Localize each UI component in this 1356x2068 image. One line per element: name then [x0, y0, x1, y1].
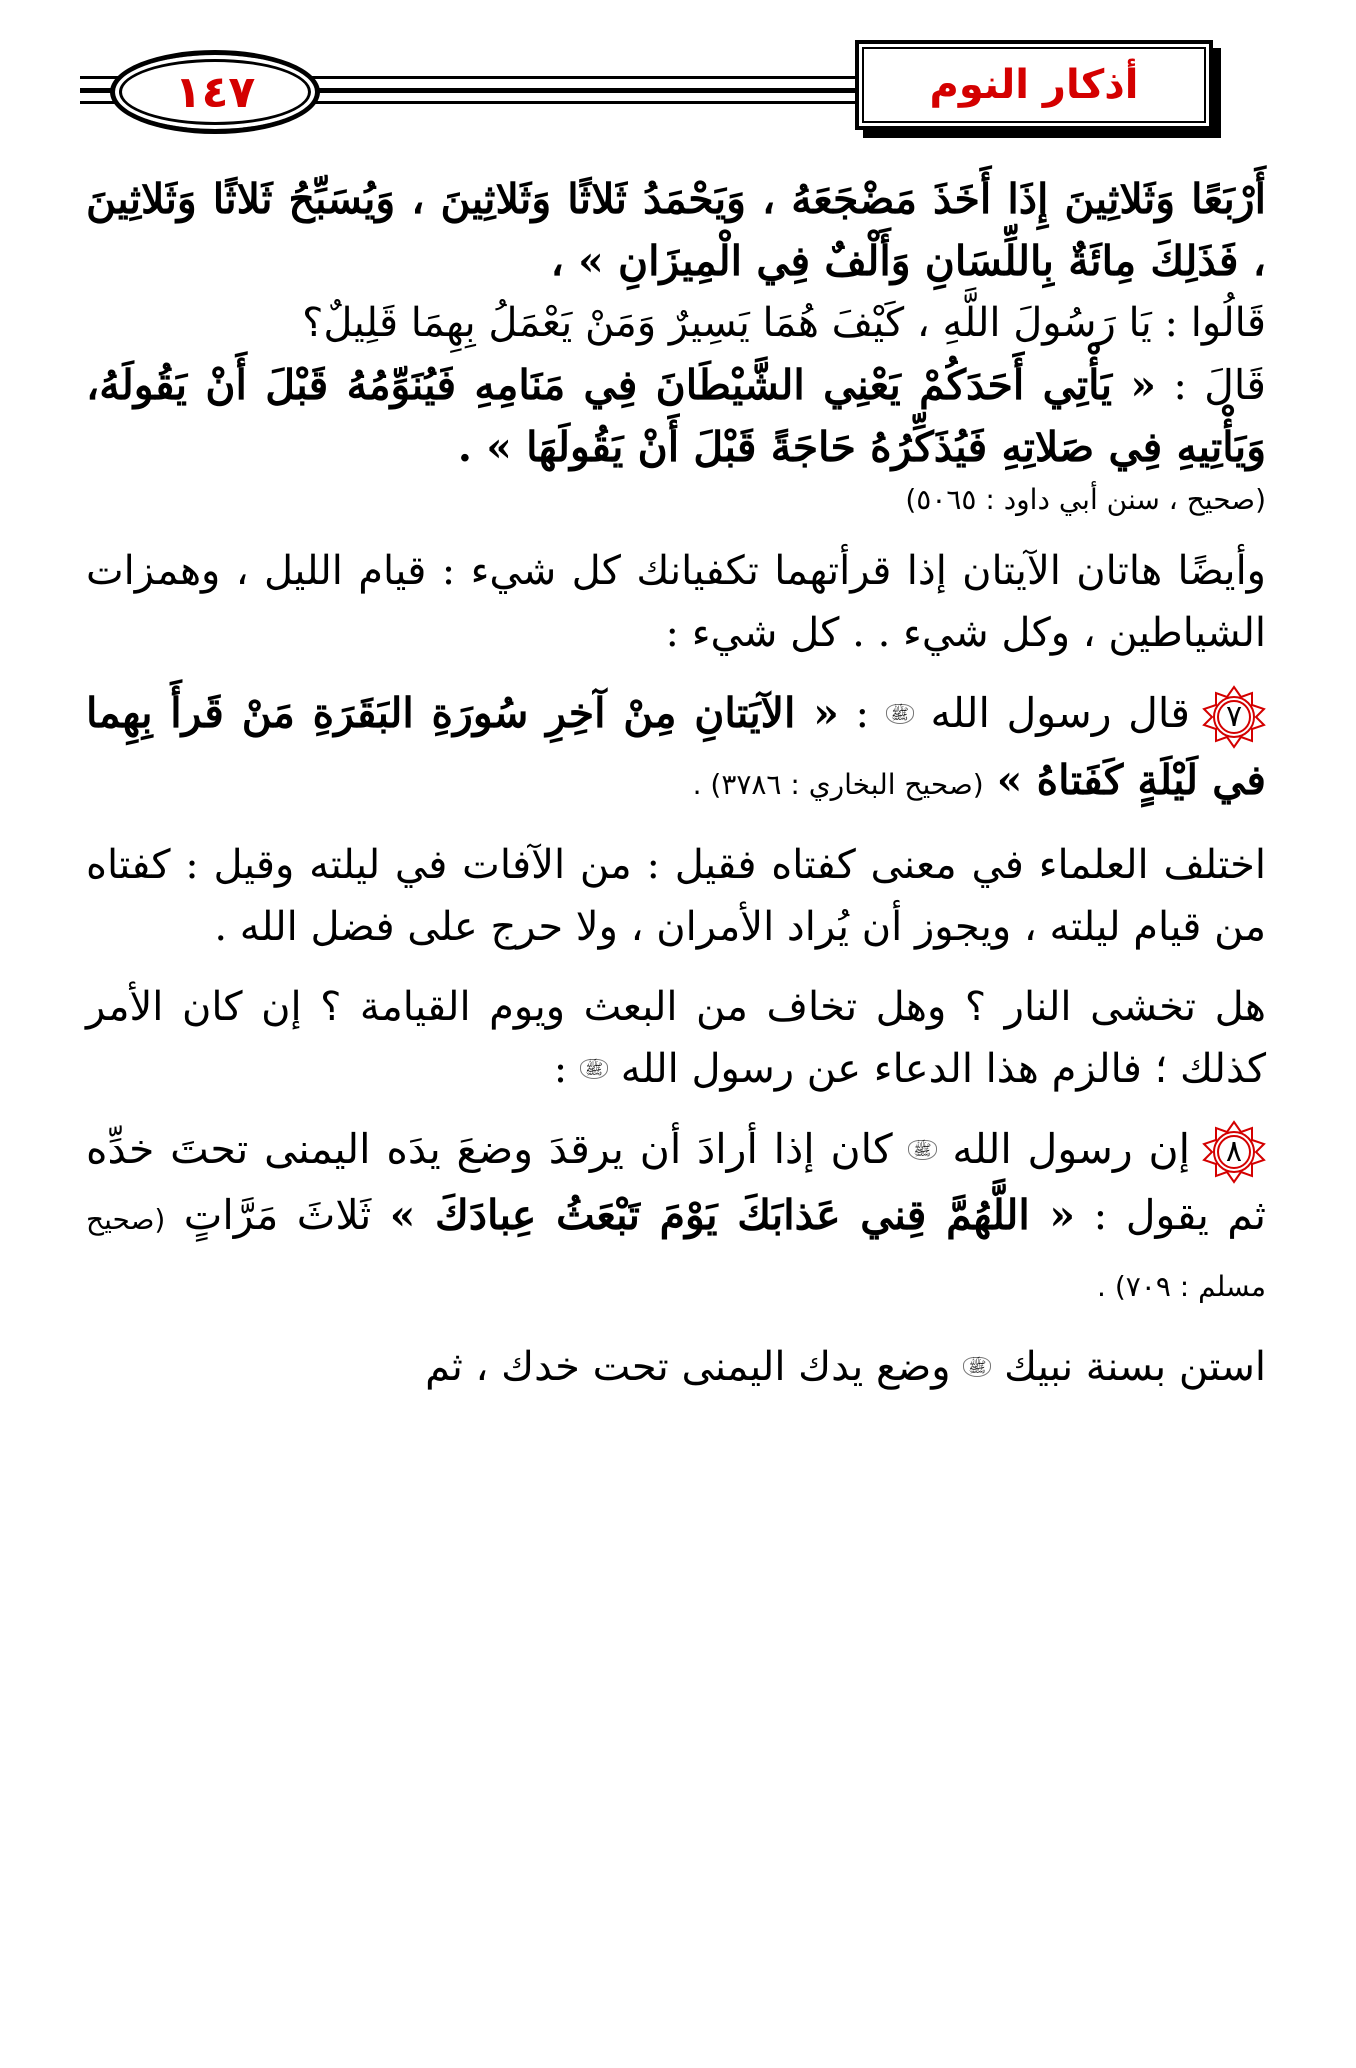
hadith-text	[86, 168, 1266, 292]
page-number: ١٤٧	[174, 66, 256, 118]
item-7: ٧ قال رسول الله ﷺ : « الآيَتانِ مِنْ آخِرِ سُورَةِ البَقَرَةِ مَنْ قَرأَ بِهِما في لَيْلَةٍ كَفَتاهُ » (صحيح البخاري : ٣٧٨٦) .	[86, 682, 1266, 816]
item-intro: إن رسول الله	[952, 1124, 1190, 1173]
item-number: ٨	[1225, 1134, 1243, 1169]
page-content	[86, 168, 1266, 1398]
prophet-answer	[86, 354, 1266, 478]
item-tail: ثَلاثَ مَرَّاتٍ	[183, 1191, 372, 1239]
item-intro: قال رسول الله	[930, 689, 1190, 737]
item-quote: « اللَّهُمَّ قِني عَذابَكَ يَوْمَ تَبْعَثُ عِبادَكَ »	[389, 1191, 1076, 1239]
item-quote: « الآيَتانِ مِنْ آخِرِ سُورَةِ البَقَرَةِ مَنْ قَرأَ بِهِما في لَيْلَةٍ كَفَتاهُ »	[86, 689, 1266, 804]
item-reference: (صحيح مسلم : ٧٠٩) .	[86, 1203, 1266, 1303]
number-badge-icon	[1202, 1120, 1266, 1184]
explanation-paragraph-4: استن بسنة نبيك ﷺ وضع يدك اليمنى تحت خدك ، ثم	[425, 1344, 1266, 1390]
number-badge-icon	[1202, 685, 1266, 749]
explanation-paragraph-3: هل تخشى النار ؟ وهل تخاف من البعث ويوم القيامة ؟ إن كان الأمر كذلك ؛ فالزم هذا الدعاء عن رسول الله ﷺ :	[86, 983, 1266, 1092]
salutation-icon: ﷺ	[908, 1140, 936, 1160]
item-reference: (صحيح البخاري : ٣٧٨٦) .	[692, 767, 984, 801]
page-number-oval	[110, 50, 320, 134]
page-header	[0, 0, 1356, 150]
item-text: كان إذا أرادَ أن يرقدَ وضعَ يدَه اليمنى تحتَ خدِّه ثم يقول :	[86, 1124, 1266, 1239]
running-title: أذكار النوم	[929, 62, 1139, 108]
item-8	[86, 1118, 1266, 1319]
explanation-paragraph-1: وأيضًا هاتان الآيتان إذا قرأتهما تكفيانك كل شيء : قيام الليل ، وهمزات الشياطين ، وكل شيء . . كل شيء :	[86, 548, 1266, 656]
hadith-reference: (صحيح ، سنن أبي داود : ٥٠٦٥)	[905, 483, 1266, 516]
hadith-continuation: أَرْبَعًا وَثَلاثِينَ إِذَا أَخَذَ مَضْجَعَهُ ، وَيَحْمَدُ ثَلاثًا وَثَلاثِينَ ، وَيُسَبِّحُ ثَلاثًا وَثَلاثِينَ ، فَذَلِكَ مِائَةٌ بِاللِّسَانِ وَأَلْفٌ فِي الْمِيزَانِ » ،	[86, 175, 1266, 285]
salutation-icon: ﷺ	[580, 1059, 608, 1079]
item-number: ٧	[1225, 698, 1243, 734]
answer-text: « يَأْتِي أَحَدَكُمْ يَعْنِي الشَّيْطَانَ فِي مَنَامِهِ فَيُنَوِّمُهُ قَبْلَ أَنْ يَقُولَهُ، وَيَأْتِيهِ فِي صَلاتِهِ فَيُذَكِّرُهُ حَاجَةً قَبْلَ أَنْ يَقُولَهَا » .	[86, 361, 1266, 471]
salutation-icon: ﷺ	[963, 1357, 991, 1377]
answer-intro: قَالَ :	[1173, 361, 1266, 409]
companions-question: قَالُوا : يَا رَسُولَ اللَّهِ ، كَيْفَ هُمَا يَسِيرٌ وَمَنْ يَعْمَلُ بِهِمَا قَلِيلٌ؟	[302, 300, 1266, 346]
salutation-icon: ﷺ	[886, 704, 914, 724]
running-title-box	[855, 40, 1213, 130]
explanation-paragraph-2: اختلف العلماء في معنى كفتاه فقيل : من الآفات في ليلته وقيل : كفتاه من قيام ليلته ، ويجوز أن يُراد الأمران ، ولا حرج على فضل الله .	[86, 841, 1266, 950]
